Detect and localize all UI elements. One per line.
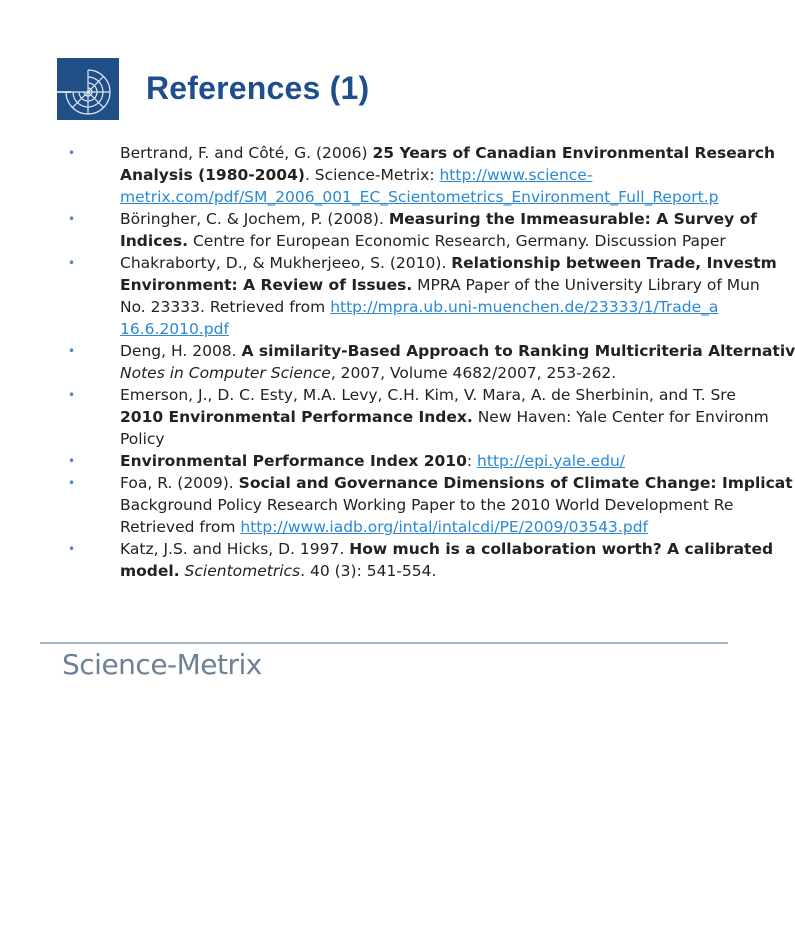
reference-line bbox=[120, 252, 777, 274]
reference-link[interactable]: 16.6.2010.pdf bbox=[120, 320, 229, 338]
reference-title-text: Environment: A Review of Issues. bbox=[120, 276, 413, 294]
reference-line bbox=[120, 406, 769, 428]
reference-text: . Science-Metrix: bbox=[304, 166, 440, 184]
reference-line bbox=[120, 142, 776, 164]
reference-title-text: Environmental Performance Index 2010 bbox=[120, 452, 467, 470]
bullet-icon: • bbox=[68, 146, 76, 160]
reference-line bbox=[120, 362, 728, 384]
reference-text: Bertrand, F. and Côté, G. (2006) bbox=[120, 144, 373, 162]
reference-title-text: Indices. bbox=[120, 232, 189, 250]
reference-text: No. 23333. Retrieved from bbox=[120, 298, 331, 316]
reference-link[interactable]: http://epi.yale.edu/ bbox=[477, 452, 626, 470]
reference-item bbox=[68, 252, 777, 340]
reference-journal-text: Scientometrics bbox=[184, 562, 301, 580]
reference-item bbox=[68, 142, 776, 208]
reference-text: Katz, J.S. and Hicks, D. 1997. bbox=[120, 540, 350, 558]
bullet-icon: • bbox=[68, 256, 76, 270]
reference-line bbox=[120, 274, 760, 296]
bullet-icon: • bbox=[68, 476, 76, 490]
reference-line bbox=[120, 208, 757, 230]
reference-text: Background Policy Research Working Paper to the 2010 World Development Re bbox=[120, 496, 734, 514]
brand-wordmark: Science-Metrix bbox=[62, 648, 262, 681]
reference-text: , 2007, Volume 4682/2007, 253-262. bbox=[330, 364, 617, 382]
reference-item bbox=[68, 450, 728, 472]
reference-title-text: Social and Governance Dimensions of Climate Change: Implicat bbox=[238, 474, 793, 492]
reference-text: : bbox=[466, 452, 478, 470]
reference-line bbox=[120, 164, 728, 186]
reference-text: New Haven: Yale Center for Environm bbox=[472, 408, 769, 426]
reference-text: MPRA Paper of the University Library of Mun bbox=[412, 276, 760, 294]
reference-text: Policy bbox=[120, 430, 165, 448]
reference-text: Foa, R. (2009). bbox=[120, 474, 239, 492]
reference-title-text: Measuring the Immeasurable: A Survey of bbox=[388, 210, 757, 228]
reference-item bbox=[68, 208, 757, 252]
bullet-icon: • bbox=[68, 212, 76, 226]
reference-line bbox=[120, 516, 728, 538]
reference-line bbox=[120, 318, 728, 340]
reference-link[interactable]: http://mpra.ub.uni-muenchen.de/23333/1/Trade_a bbox=[330, 298, 719, 316]
reference-title-text: 2010 Environmental Performance Index. bbox=[120, 408, 473, 426]
reference-line bbox=[120, 428, 728, 450]
reference-item bbox=[68, 384, 769, 450]
slide-title: References (1) bbox=[146, 70, 370, 106]
reference-link[interactable]: http://www.science- bbox=[439, 166, 593, 184]
reference-line bbox=[120, 340, 795, 362]
footer-divider bbox=[40, 642, 728, 644]
reference-title-text: Relationship between Trade, Investm bbox=[451, 254, 777, 272]
reference-link[interactable]: metrix.com/pdf/SM_2006_001_EC_Scientometrics_Environment_Full_Report.p bbox=[120, 188, 719, 206]
reference-line bbox=[120, 472, 793, 494]
reference-title-text: model. bbox=[120, 562, 180, 580]
reference-line bbox=[120, 450, 728, 472]
reference-title-text: Analysis (1980-2004) bbox=[120, 166, 305, 184]
bullet-icon: • bbox=[68, 454, 76, 468]
reference-item bbox=[68, 538, 774, 582]
bullet-icon: • bbox=[68, 344, 76, 358]
reference-text: Chakraborty, D., & Mukherjeeo, S. (2010). bbox=[120, 254, 452, 272]
reference-journal-text: Notes in Computer Science bbox=[120, 364, 331, 382]
bullet-icon: • bbox=[68, 542, 76, 556]
reference-text: Emerson, J., D. C. Esty, M.A. Levy, C.H. Kim, V. Mara, A. de Sherbinin, and T. Sre bbox=[120, 386, 736, 404]
reference-link[interactable]: http://www.iadb.org/intal/intalcdi/PE/2009/03543.pdf bbox=[240, 518, 648, 536]
reference-text: Deng, H. 2008. bbox=[120, 342, 242, 360]
references-list bbox=[68, 142, 795, 582]
reference-title-text: 25 Years of Canadian Environmental Research bbox=[372, 144, 776, 162]
reference-item bbox=[68, 340, 795, 384]
reference-text: Retrieved from bbox=[120, 518, 241, 536]
reference-line bbox=[120, 538, 774, 560]
reference-line bbox=[120, 230, 728, 252]
nautilus-shell-icon bbox=[57, 58, 119, 120]
bullet-icon: • bbox=[68, 388, 76, 402]
reference-line bbox=[120, 560, 728, 582]
reference-text: Böringher, C. & Jochem, P. (2008). bbox=[120, 210, 389, 228]
reference-line bbox=[120, 384, 736, 406]
reference-line bbox=[120, 186, 728, 208]
reference-line bbox=[120, 296, 728, 318]
reference-title-text: A similarity-Based Approach to Ranking Multicriteria Alternativ bbox=[241, 342, 795, 360]
reference-title-text: How much is a collaboration worth? A calibrated bbox=[349, 540, 774, 558]
reference-text: Centre for European Economic Research, Germany. Discussion Paper bbox=[188, 232, 726, 250]
reference-line bbox=[120, 494, 734, 516]
reference-text: . 40 (3): 541-554. bbox=[300, 562, 437, 580]
reference-item bbox=[68, 472, 793, 538]
